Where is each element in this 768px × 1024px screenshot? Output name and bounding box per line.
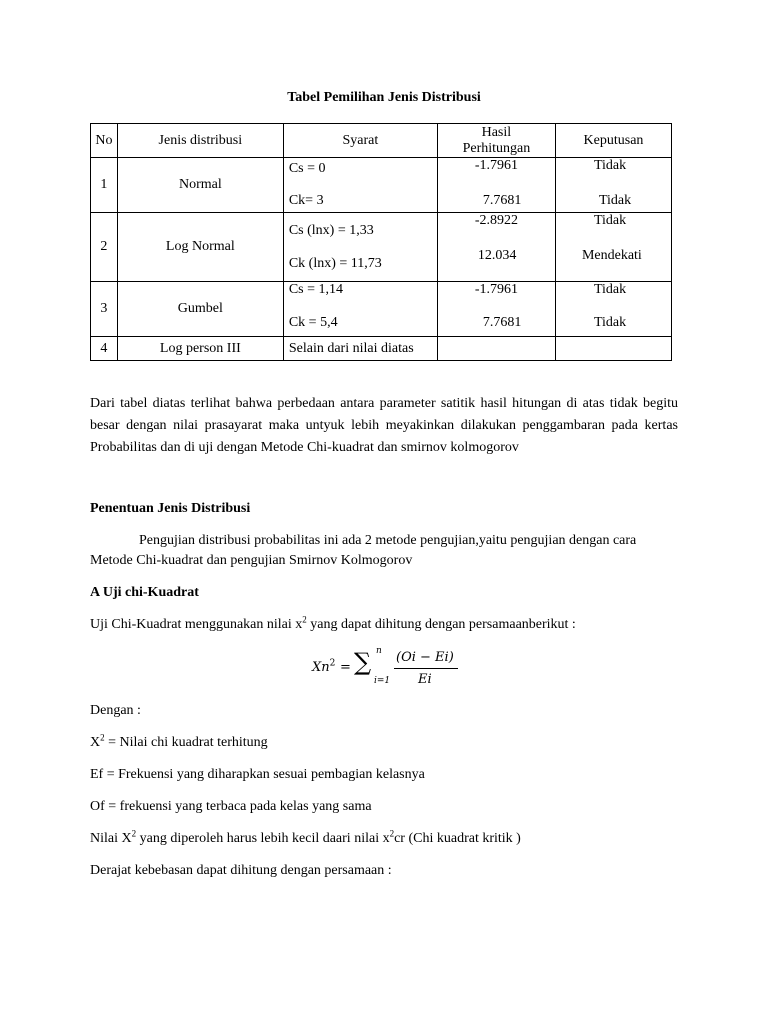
def-x2-sup: 2: [100, 732, 105, 743]
nilai-sup2: 2: [389, 828, 395, 839]
nilai-text-c: cr (Chi kuadrat kritik ): [394, 831, 521, 846]
syarat-ck: Ck = 5,4: [288, 315, 338, 330]
cell-hasil: [437, 337, 555, 361]
keputusan-cs: Tidak: [593, 213, 627, 228]
cell-syarat: [283, 158, 437, 213]
cell-no: 1: [91, 158, 118, 213]
hasil-ck: 7.7681: [482, 193, 522, 208]
syarat-cs: Cs (lnx) = 1,33: [288, 223, 374, 238]
uji-text-a: Uji Chi-Kuadrat menggunakan nilai x: [90, 617, 303, 632]
definition-of: Of = frekuensi yang terbaca pada kelas yang sama: [90, 799, 372, 814]
hasil-cs: -1.7961: [474, 282, 519, 297]
hasil-ck: 7.7681: [482, 315, 522, 330]
heading-uji-chi: A Uji chi-Kuadrat: [90, 585, 199, 600]
table-row: [91, 337, 672, 361]
keputusan-ck: Tidak: [598, 193, 632, 208]
distribution-table: [90, 123, 672, 361]
cell-no: 3: [91, 282, 118, 337]
table-title: Tabel Pemilihan Jenis Distribusi: [287, 90, 481, 105]
syarat-cs: Cs = 1,14: [288, 282, 344, 297]
uji-sup: 2: [302, 614, 307, 625]
keputusan-cs: Tidak: [593, 158, 627, 173]
formula-lhs-text: Xn: [312, 660, 330, 675]
nilai-condition: [90, 828, 521, 847]
cell-jenis: Log person III: [117, 337, 283, 361]
nilai-sup1: 2: [131, 828, 137, 839]
formula-fraction-bar: [394, 668, 458, 669]
derajat-kebebasan: Derajat kebebasan dapat dihitung dengan persamaan :: [90, 863, 392, 878]
heading-penentuan: Penentuan Jenis Distribusi: [90, 501, 251, 516]
hasil-cs: -2.8922: [474, 213, 519, 228]
def-x2-text-a: X: [90, 735, 101, 750]
definition-ef: Ef = Frekuensi yang diharapkan sesuai pembagian kelasnya: [90, 767, 425, 782]
paragraph-method-line1: Pengujian distribusi probabilitas ini ada 2 metode pengujian,yaitu pengujian dengan cara: [139, 533, 637, 548]
formula-sum-upper: n: [376, 646, 382, 656]
definition-x2: [90, 732, 268, 751]
cell-syarat: [283, 213, 437, 282]
cell-syarat: Selain dari nilai diatas: [283, 337, 437, 361]
cell-keputusan: [555, 213, 671, 282]
hasil-cs: -1.7961: [474, 158, 519, 173]
keputusan-ck: Mendekati: [581, 248, 642, 263]
cell-hasil: [437, 158, 555, 213]
nilai-text-a: Nilai X: [90, 831, 132, 846]
cell-no: 4: [91, 337, 118, 361]
formula-sum-lower: i=1: [374, 676, 391, 686]
uji-text-b: yang dapat dihitung dengan persamaanberikut :: [306, 617, 576, 632]
header-no: No: [91, 124, 118, 158]
table-row: [91, 158, 672, 213]
cell-jenis: Normal: [117, 158, 283, 213]
syarat-ck: Ck= 3: [288, 193, 324, 208]
header-keputusan: Keputusan: [555, 124, 671, 158]
header-hasil-line2: Perhitungan: [462, 140, 531, 156]
cell-syarat: [283, 282, 437, 337]
cell-keputusan: [555, 282, 671, 337]
cell-keputusan: [555, 158, 671, 213]
paragraph-analysis: Dari tabel diatas terlihat bahwa perbedaan antara parameter satitik hasil hitungan di atas tidak begitu besar dengan nilai prasayarat maka untyuk lebih meyakinkan dilakukan penggambaran pada kertas Probabilitas dan di uji dengan Metode Chi-kuadrat dan smirnov kolmogorov: [90, 396, 678, 455]
formula-lhs: [312, 660, 335, 675]
formula-lhs-sup: 2: [329, 658, 336, 669]
formula-equals: =: [340, 660, 351, 675]
cell-keputusan: [555, 337, 671, 361]
nilai-text-b: yang diperoleh harus lebih kecil daari nilai x: [136, 831, 390, 846]
cell-hasil: [437, 282, 555, 337]
keputusan-cs: Tidak: [593, 282, 627, 297]
paragraph-method-line2: Metode Chi-kuadrat dan pengujian Smirnov Kolmogorov: [90, 553, 413, 568]
header-hasil: [437, 124, 555, 158]
cell-jenis: Log Normal: [117, 213, 283, 282]
cell-jenis: Gumbel: [117, 282, 283, 337]
header-hasil-line1: Hasil: [481, 124, 512, 140]
uji-description: [90, 614, 576, 633]
keputusan-ck: Tidak: [593, 315, 627, 330]
syarat-ck: Ck (lnx) = 11,73: [288, 256, 382, 271]
syarat-cs: Cs = 0: [288, 161, 326, 176]
header-syarat: Syarat: [283, 124, 437, 158]
hasil-ck: 12.034: [477, 248, 517, 263]
table-header-row: [91, 124, 672, 158]
cell-no: 2: [91, 213, 118, 282]
dengan-label: Dengan :: [90, 703, 141, 718]
cell-hasil: [437, 213, 555, 282]
table-row: [91, 213, 672, 282]
formula-sum-symbol: ∑: [354, 648, 372, 676]
formula-numerator: (Oi − Ei): [396, 650, 454, 665]
header-jenis: Jenis distribusi: [117, 124, 283, 158]
table-row: [91, 282, 672, 337]
formula-denominator: Ei: [418, 672, 432, 687]
def-x2-text-b: = Nilai chi kuadrat terhitung: [104, 735, 268, 750]
